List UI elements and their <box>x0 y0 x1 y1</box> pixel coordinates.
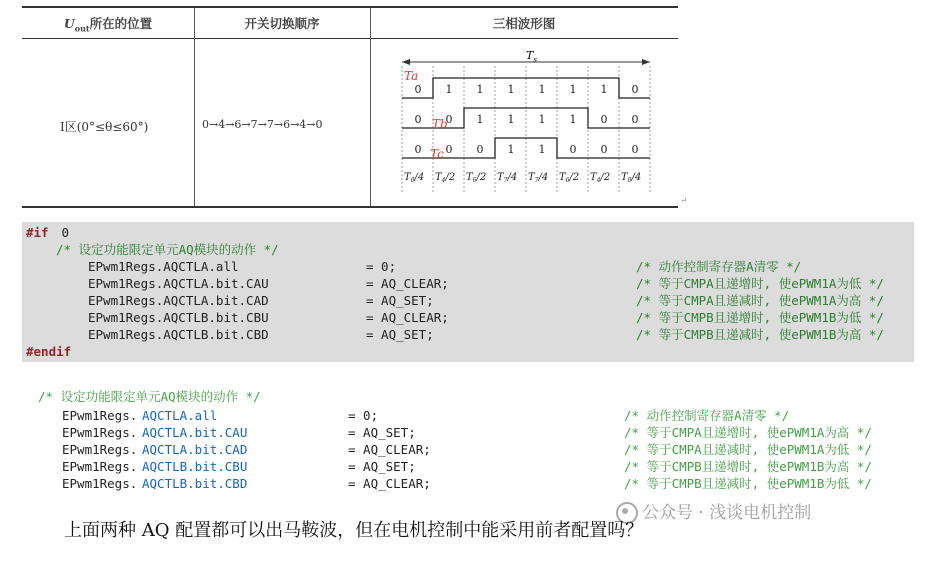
waveform-bit: 0 <box>476 143 484 156</box>
annotation-tb: Tb <box>432 117 448 131</box>
time-label: $T_4/2$ <box>435 172 456 184</box>
waveform-bit: 1 <box>507 113 515 126</box>
waveform-svg <box>400 46 662 196</box>
code-comment: /* 等于CMPA且递减时, 使ePWM1A为高 */ <box>636 293 884 308</box>
watermark-text: 公众号 · 浅谈电机控制 <box>642 503 812 523</box>
waveform-bit: 1 <box>507 143 515 156</box>
waveform-bit: 0 <box>631 83 639 96</box>
code-line <box>22 343 914 360</box>
code-lhs: EPwm1Regs.AQCTLA.all <box>88 259 239 274</box>
code-lhs-field: AQCTLA.bit.CAD <box>142 442 248 457</box>
time-label: $T_7/4$ <box>497 172 518 184</box>
header-waveform: 三相波形图 <box>492 16 556 31</box>
code-lhs-prefix: EPwm1Regs. <box>62 425 138 440</box>
time-label: $T_6/2$ <box>466 172 487 184</box>
code-comment: /* 等于CMPB且递减时, 使ePWM1B为高 */ <box>636 327 884 342</box>
annotation-tc: Tc <box>430 147 444 161</box>
code-lhs-field: AQCTLB.bit.CBD <box>142 476 248 491</box>
time-label: $T_4/2$ <box>590 172 611 184</box>
three-phase-waveform <box>400 46 662 196</box>
code-comment: /* 动作控制寄存器A清零 */ <box>636 259 802 274</box>
code-comment: /* 等于CMPB且递减时, 使ePWM1B为低 */ <box>624 476 872 491</box>
code-comment: /* 设定功能限定单元AQ模块的动作 */ <box>56 242 279 257</box>
code-comment: /* 等于CMPA且递增时, 使ePWM1A为低 */ <box>636 276 884 291</box>
code-line <box>22 275 914 292</box>
switch-sequence-cell: 0→4→6→7→7→6→4→0 <box>202 118 323 131</box>
arrow-head-left <box>402 59 410 65</box>
code-rhs: = AQ_CLEAR; <box>348 442 431 457</box>
waveform-bit: 1 <box>600 83 608 96</box>
code-rhs: = AQ_SET; <box>366 327 434 342</box>
column-divider <box>194 8 195 206</box>
column-divider <box>370 8 371 206</box>
code-line <box>22 388 914 405</box>
waveform-bit: 0 <box>445 113 453 126</box>
waveform-bit: 1 <box>476 113 484 126</box>
code-rhs: = AQ_SET; <box>366 293 434 308</box>
code-line <box>22 407 914 424</box>
waveform-bit: 0 <box>631 143 639 156</box>
code-lhs: EPwm1Regs.AQCTLB.bit.CBU <box>88 310 269 325</box>
code-rhs: = 0; <box>366 259 397 274</box>
waveform-bit: 1 <box>569 113 577 126</box>
waveform-bit: 0 <box>445 143 453 156</box>
code-line <box>22 475 914 492</box>
code-rhs: = AQ_CLEAR; <box>366 310 449 325</box>
header-position: $U_{out}$所在的位置 <box>63 16 153 34</box>
header-sequence: 开关切换顺序 <box>244 16 320 31</box>
waveform-bit: 1 <box>538 83 546 96</box>
waveform-bit: 1 <box>445 83 453 96</box>
paragraph-mark: ↵ <box>680 196 688 206</box>
waveform-bit: 1 <box>569 83 577 96</box>
preprocessor-endif: #endif <box>26 344 72 359</box>
code-line <box>22 224 914 241</box>
code-block-disabled <box>22 222 914 362</box>
waveform-bit: 0 <box>414 83 422 96</box>
waveform-bit: 1 <box>538 113 546 126</box>
waveform-bit: 0 <box>600 113 608 126</box>
code-rhs: = AQ_CLEAR; <box>348 476 431 491</box>
code-rhs: = AQ_SET; <box>348 425 416 440</box>
code-lhs-prefix: EPwm1Regs. <box>62 459 138 474</box>
code-rhs: = 0; <box>348 408 379 423</box>
code-line <box>22 309 914 326</box>
code-lhs-field: AQCTLA.all <box>142 408 218 423</box>
time-label: $T_6/2$ <box>559 172 580 184</box>
code-text: 0 <box>54 225 70 240</box>
code-comment: /* 等于CMPA且递减时, 使ePWM1A为低 */ <box>624 442 872 457</box>
code-lhs-prefix: EPwm1Regs. <box>62 442 138 457</box>
time-label: $T_0/4$ <box>621 172 642 184</box>
time-label: $T_7/4$ <box>528 172 549 184</box>
time-label: $T_0/4$ <box>404 172 425 184</box>
code-lhs: EPwm1Regs.AQCTLB.bit.CBD <box>88 327 269 342</box>
annotation-ta: Ta <box>404 69 419 83</box>
waveform-bit: 0 <box>414 143 422 156</box>
code-rhs: = AQ_SET; <box>348 459 416 474</box>
code-lhs-field: AQCTLB.bit.CBU <box>142 459 248 474</box>
code-comment: /* 等于CMPB且递增时, 使ePWM1B为低 */ <box>636 310 884 325</box>
waveform-bit: 0 <box>414 113 422 126</box>
code-line <box>22 424 914 441</box>
code-lhs-field: AQCTLA.bit.CAU <box>142 425 248 440</box>
code-comment: /* 等于CMPB且递增时, 使ePWM1B为高 */ <box>624 459 872 474</box>
code-line <box>22 458 914 475</box>
caption-question: 上面两种 AQ 配置都可以出马鞍波，但在电机控制中能采用前者配置吗？ <box>64 520 644 541</box>
arrow-head-right <box>642 59 650 65</box>
preprocessor-if: #if <box>26 225 49 240</box>
waveform-bit: 0 <box>631 113 639 126</box>
watermark <box>616 498 811 524</box>
code-comment: /* 动作控制寄存器A清零 */ <box>624 408 790 423</box>
svpwm-table <box>22 6 678 208</box>
waveform-bit: 1 <box>476 83 484 96</box>
table-header <box>22 8 678 39</box>
code-comment: /* 等于CMPA且递增时, 使ePWM1A为高 */ <box>624 425 872 440</box>
code-lhs: EPwm1Regs.AQCTLA.bit.CAU <box>88 276 269 291</box>
code-line <box>22 441 914 458</box>
code-line <box>22 258 914 275</box>
period-label: $T_s$ <box>526 49 537 64</box>
waveform-bit: 0 <box>569 143 577 156</box>
waveform-bit: 0 <box>600 143 608 156</box>
waveform-bit: 1 <box>538 143 546 156</box>
waveform-bit: 1 <box>507 83 515 96</box>
code-lhs: EPwm1Regs.AQCTLA.bit.CAD <box>88 293 269 308</box>
code-line <box>22 326 914 343</box>
code-comment: /* 设定功能限定单元AQ模块的动作 */ <box>38 389 261 404</box>
code-line <box>22 241 914 258</box>
code-rhs: = AQ_CLEAR; <box>366 276 449 291</box>
region-cell: Ⅰ区(0°≤θ≤60°) <box>60 120 149 134</box>
code-line <box>22 292 914 309</box>
code-block-active <box>22 388 914 498</box>
code-lhs-prefix: EPwm1Regs. <box>62 408 138 423</box>
code-lhs-prefix: EPwm1Regs. <box>62 476 138 491</box>
